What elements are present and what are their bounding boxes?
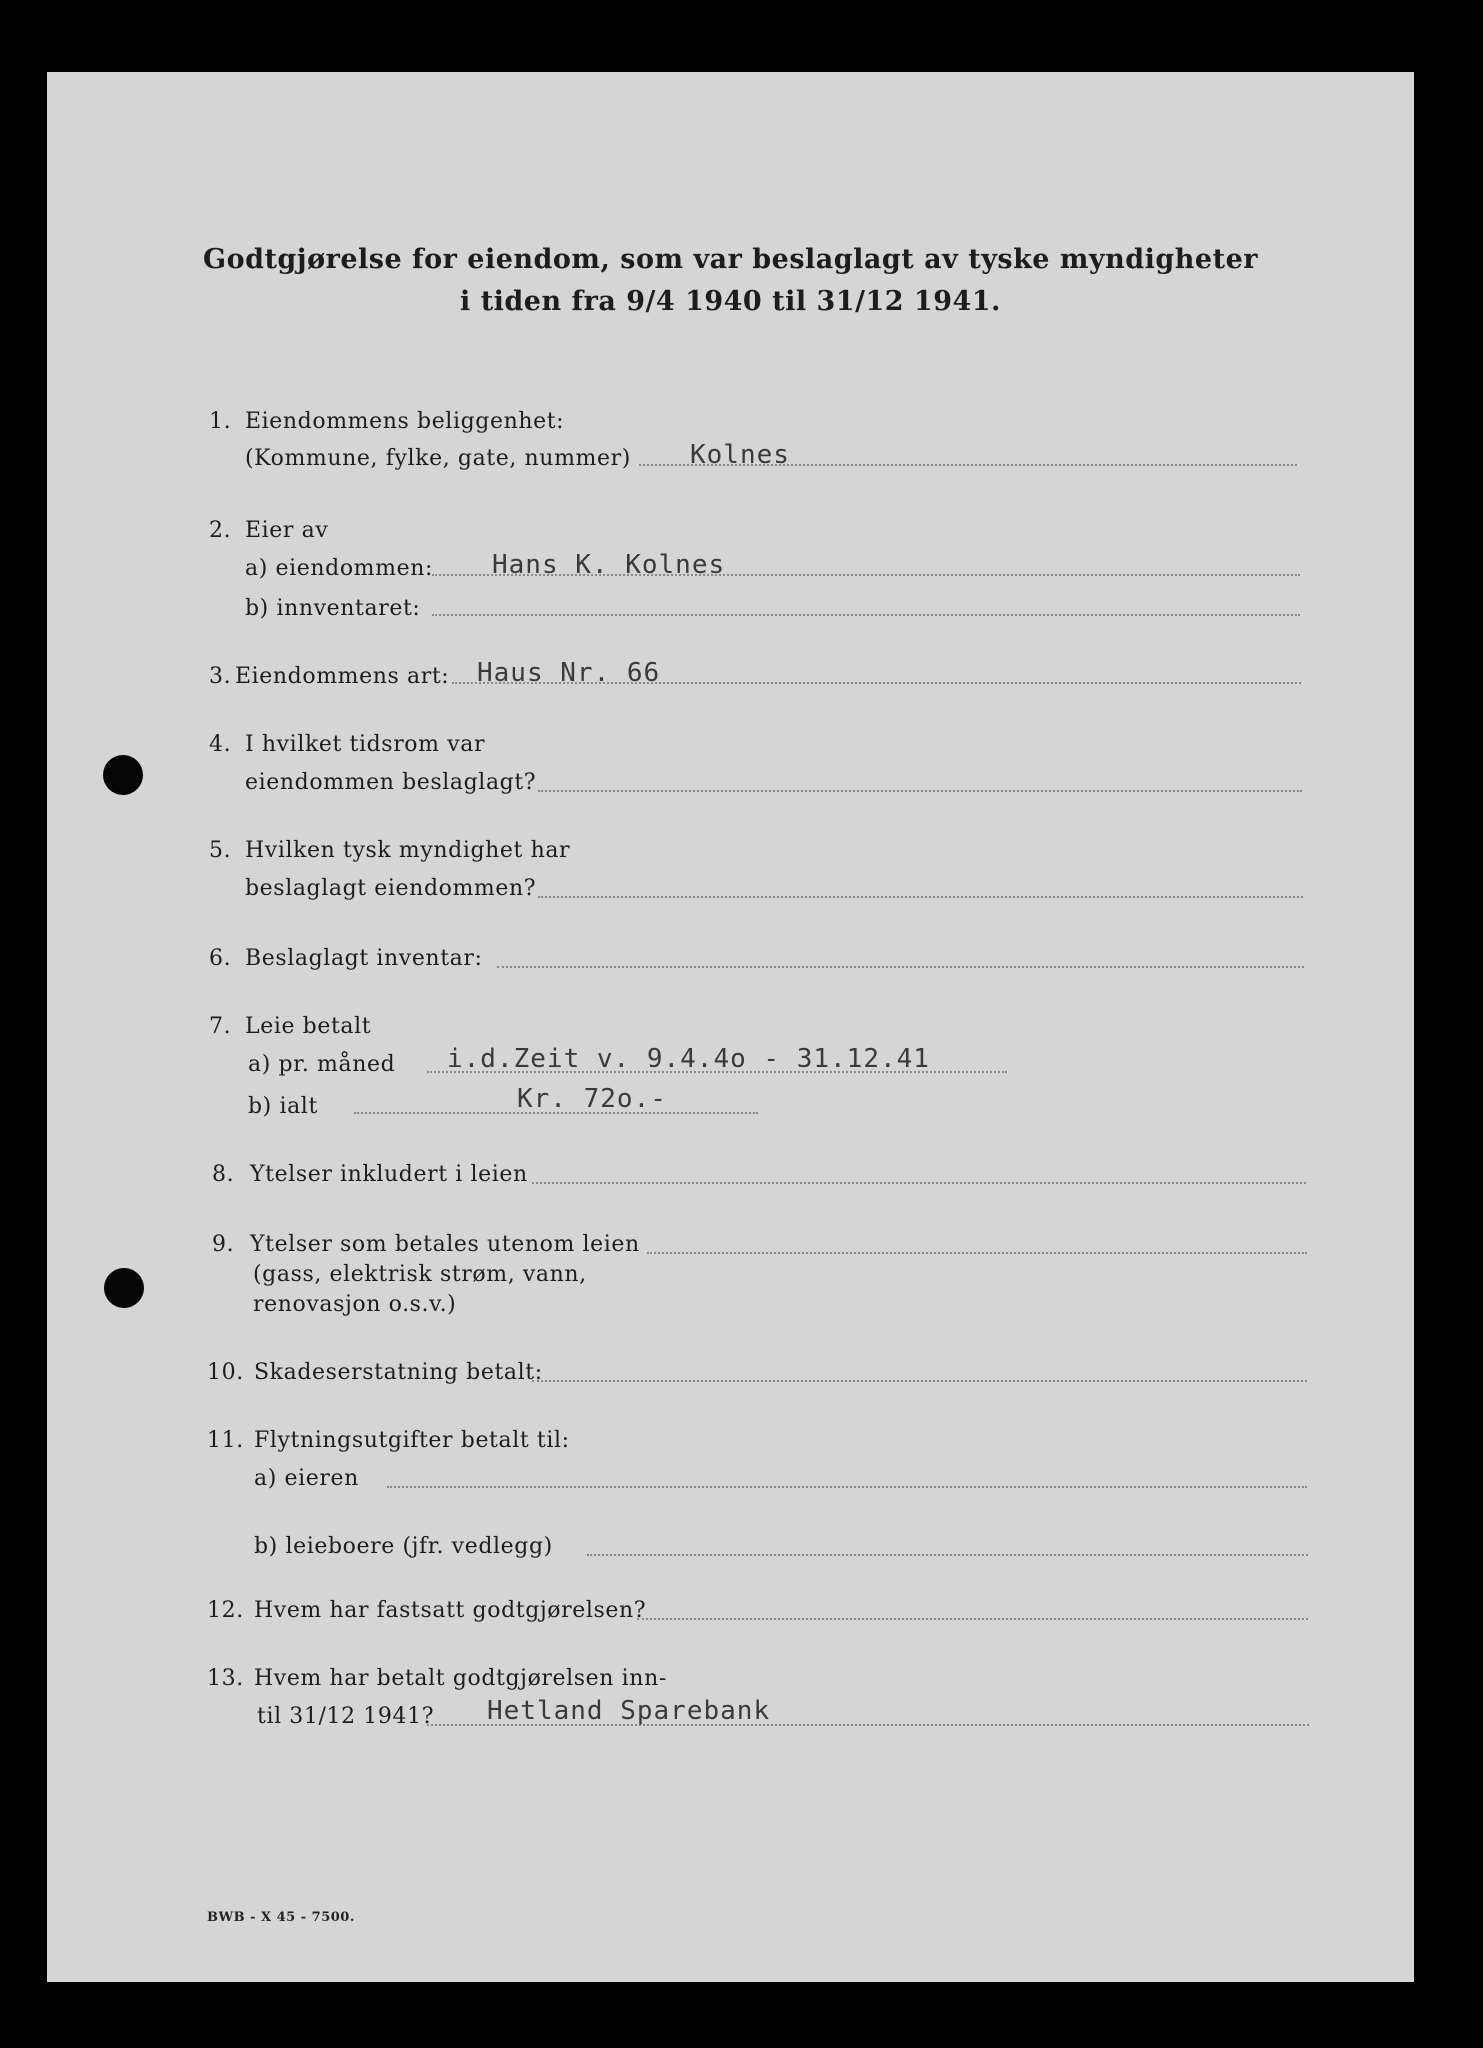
item-2a-label: a) eiendommen:	[245, 556, 433, 581]
item-9-fill-line	[647, 1252, 1307, 1254]
item-11b-label: b) leieboere (jfr. vedlegg)	[254, 1534, 553, 1559]
item-11-number: 11.	[207, 1428, 244, 1453]
item-13-number: 13.	[207, 1666, 244, 1691]
item-5-sublabel: beslaglagt eiendommen?	[245, 876, 537, 901]
item-8-fill-line	[532, 1182, 1306, 1184]
item-9-sublabel-1: (gass, elektrisk strøm, vann,	[253, 1262, 587, 1287]
item-2-label: Eier av	[245, 518, 329, 543]
item-7-number: 7.	[209, 1014, 232, 1039]
item-4-number: 4.	[209, 732, 232, 757]
item-2b-label: b) innventaret:	[245, 596, 421, 621]
item-11a-fill-line	[387, 1486, 1307, 1488]
item-13-sublabel: til 31/12 1941?	[257, 1704, 435, 1729]
form-footer-code: BWB - X 45 - 7500.	[207, 1910, 355, 1925]
item-1-value: Kolnes	[690, 440, 790, 470]
punch-hole-upper	[103, 755, 143, 795]
item-2b-fill-line	[432, 614, 1300, 616]
item-3-value: Haus Nr. 66	[477, 658, 661, 688]
item-7a-label: a) pr. måned	[248, 1052, 396, 1077]
item-12-number: 12.	[207, 1598, 244, 1623]
item-10-number: 10.	[207, 1360, 244, 1385]
item-4-fill-line	[538, 790, 1302, 792]
item-9-sublabel-2: renovasjon o.s.v.)	[253, 1292, 457, 1317]
form-sheet	[47, 72, 1414, 1982]
item-1-label: Eiendommens beliggenhet:	[245, 409, 565, 434]
item-1-sublabel: (Kommune, fylke, gate, nummer)	[245, 446, 631, 471]
item-2-number: 2.	[209, 518, 232, 543]
item-3-number: 3.	[209, 664, 232, 689]
item-3-label: Eiendommens art:	[235, 664, 450, 689]
form-title-line-1: Godtgjørelse for eiendom, som var beslaglagt av tyske myndigheter	[203, 244, 1258, 275]
item-6-label: Beslaglagt inventar:	[245, 946, 483, 971]
item-12-label: Hvem har fastsatt godtgjørelsen?	[254, 1598, 647, 1623]
item-12-fill-line	[637, 1618, 1308, 1620]
item-9-number: 9.	[212, 1232, 235, 1257]
item-9-label: Ytelser som betales utenom leien	[250, 1232, 640, 1257]
item-4-label: I hvilket tidsrom var	[245, 732, 486, 757]
item-8-number: 8.	[212, 1162, 235, 1187]
item-4-sublabel: eiendommen beslaglagt?	[245, 770, 537, 795]
item-10-label: Skadeserstatning betalt:	[254, 1360, 543, 1385]
item-11-label: Flytningsutgifter betalt til:	[254, 1428, 570, 1453]
item-13-value: Hetland Sparebank	[487, 1696, 771, 1726]
item-11b-fill-line	[587, 1554, 1308, 1556]
item-7b-value: Kr. 72o.-	[517, 1084, 667, 1114]
item-7b-label: b) ialt	[248, 1094, 318, 1119]
item-8-label: Ytelser inkludert i leien	[250, 1162, 528, 1187]
form-title-line-2: i tiden fra 9/4 1940 til 31/12 1941.	[460, 286, 1001, 317]
item-5-number: 5.	[209, 838, 232, 863]
item-5-fill-line	[538, 896, 1303, 898]
item-1-number: 1.	[209, 409, 232, 434]
item-7-label: Leie betalt	[245, 1014, 372, 1039]
item-2a-value: Hans K. Kolnes	[492, 550, 726, 580]
item-5-label: Hvilken tysk myndighet har	[245, 838, 571, 863]
item-6-fill-line	[497, 966, 1304, 968]
punch-hole-lower	[104, 1268, 144, 1308]
item-11a-label: a) eieren	[254, 1466, 359, 1491]
item-7a-value: i.d.Zeit v. 9.4.4o - 31.12.41	[447, 1044, 930, 1074]
item-10-fill-line	[532, 1380, 1307, 1382]
item-6-number: 6.	[209, 946, 232, 971]
item-13-label: Hvem har betalt godtgjørelsen inn-	[254, 1666, 667, 1691]
